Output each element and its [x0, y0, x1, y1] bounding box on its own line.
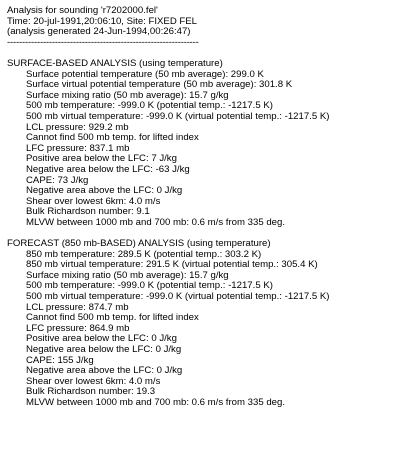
surface-line: Positive area below the LFC: 7 J/kg: [26, 153, 177, 165]
surface-line: Surface virtual potential temperature (50 mb average): 301.8 K: [26, 79, 293, 91]
forecast-line: Shear over lowest 6km: 4.0 m/s: [26, 375, 161, 387]
forecast-line: Bulk Richardson number: 19.3: [26, 386, 156, 398]
forecast-line: Cannot find 500 mb temp. for lifted index: [26, 312, 199, 324]
surface-line: CAPE: 73 J/kg: [26, 174, 89, 186]
forecast-line: 850 mb temperature: 289.5 K (potential temp.: 303.2 K): [26, 248, 262, 260]
separator-rule: ----------------------------------------------------------------: [7, 36, 199, 48]
forecast-line: 500 mb virtual temperature: -999.0 K (virtual potential temp.: -1217.5 K): [26, 291, 330, 303]
surface-section: [7, 59, 417, 229]
surface-line: Surface mixing ratio (50 mb average): 15.7 g/kg: [26, 89, 229, 101]
analysis-document: [7, 6, 417, 409]
forecast-title: FORECAST (850 mb-BASED) ANALYSIS (using temperature): [7, 238, 271, 250]
time-site-line: Time: 20-jul-1991,20:06:10, Site: FIXED FEL: [7, 15, 198, 27]
surface-line: LFC pressure: 837.1 mb: [26, 142, 130, 154]
forecast-line: Surface mixing ratio (50 mb average): 15.7 g/kg: [26, 269, 229, 281]
surface-title: SURFACE-BASED ANALYSIS (using temperature): [7, 57, 223, 69]
surface-line: Negative area above the LFC: 0 J/kg: [26, 185, 183, 197]
surface-lines: [7, 70, 417, 229]
forecast-lines: [7, 250, 417, 409]
surface-line: Bulk Richardson number: 9.1: [26, 206, 150, 218]
forecast-section: [7, 239, 417, 409]
surface-line: Shear over lowest 6km: 4.0 m/s: [26, 195, 161, 207]
forecast-line: LCL pressure: 874.7 mb: [26, 301, 129, 313]
header-block: [7, 6, 417, 48]
analysis-title: Analysis for sounding 'r7202000.fel': [7, 5, 158, 16]
surface-line: Surface potential temperature (50 mb average): 299.0 K: [26, 68, 264, 80]
forecast-line: Positive area below the LFC: 0 J/kg: [26, 333, 177, 345]
surface-line: Cannot find 500 mb temp. for lifted index: [26, 132, 199, 144]
forecast-line: LFC pressure: 864.9 mb: [26, 322, 130, 334]
surface-line: Negative area below the LFC: -63 J/kg: [26, 163, 190, 175]
surface-line: 500 mb virtual temperature: -999.0 K (virtual potential temp.: -1217.5 K): [26, 110, 330, 122]
forecast-line: CAPE: 155 J/kg: [26, 354, 94, 366]
surface-line: LCL pressure: 929.2 mb: [26, 121, 129, 133]
generated-line: (analysis generated 24-Jun-1994,00:26:47): [7, 26, 191, 38]
surface-line: 500 mb temperature: -999.0 K (potential temp.: -1217.5 K): [26, 100, 273, 112]
forecast-line: 850 mb virtual temperature: 291.5 K (virtual potential temp.: 305.4 K): [26, 259, 318, 271]
forecast-line: 500 mb temperature: -999.0 K (potential temp.: -1217.5 K): [26, 280, 273, 292]
forecast-line: Negative area above the LFC: 0 J/kg: [26, 365, 183, 377]
surface-line: MLVW between 1000 mb and 700 mb: 0.6 m/s from 335 deg.: [26, 216, 285, 228]
forecast-line: MLVW between 1000 mb and 700 mb: 0.6 m/s from 335 deg.: [26, 396, 285, 408]
forecast-line: Negative area below the LFC: 0 J/kg: [26, 344, 182, 355]
